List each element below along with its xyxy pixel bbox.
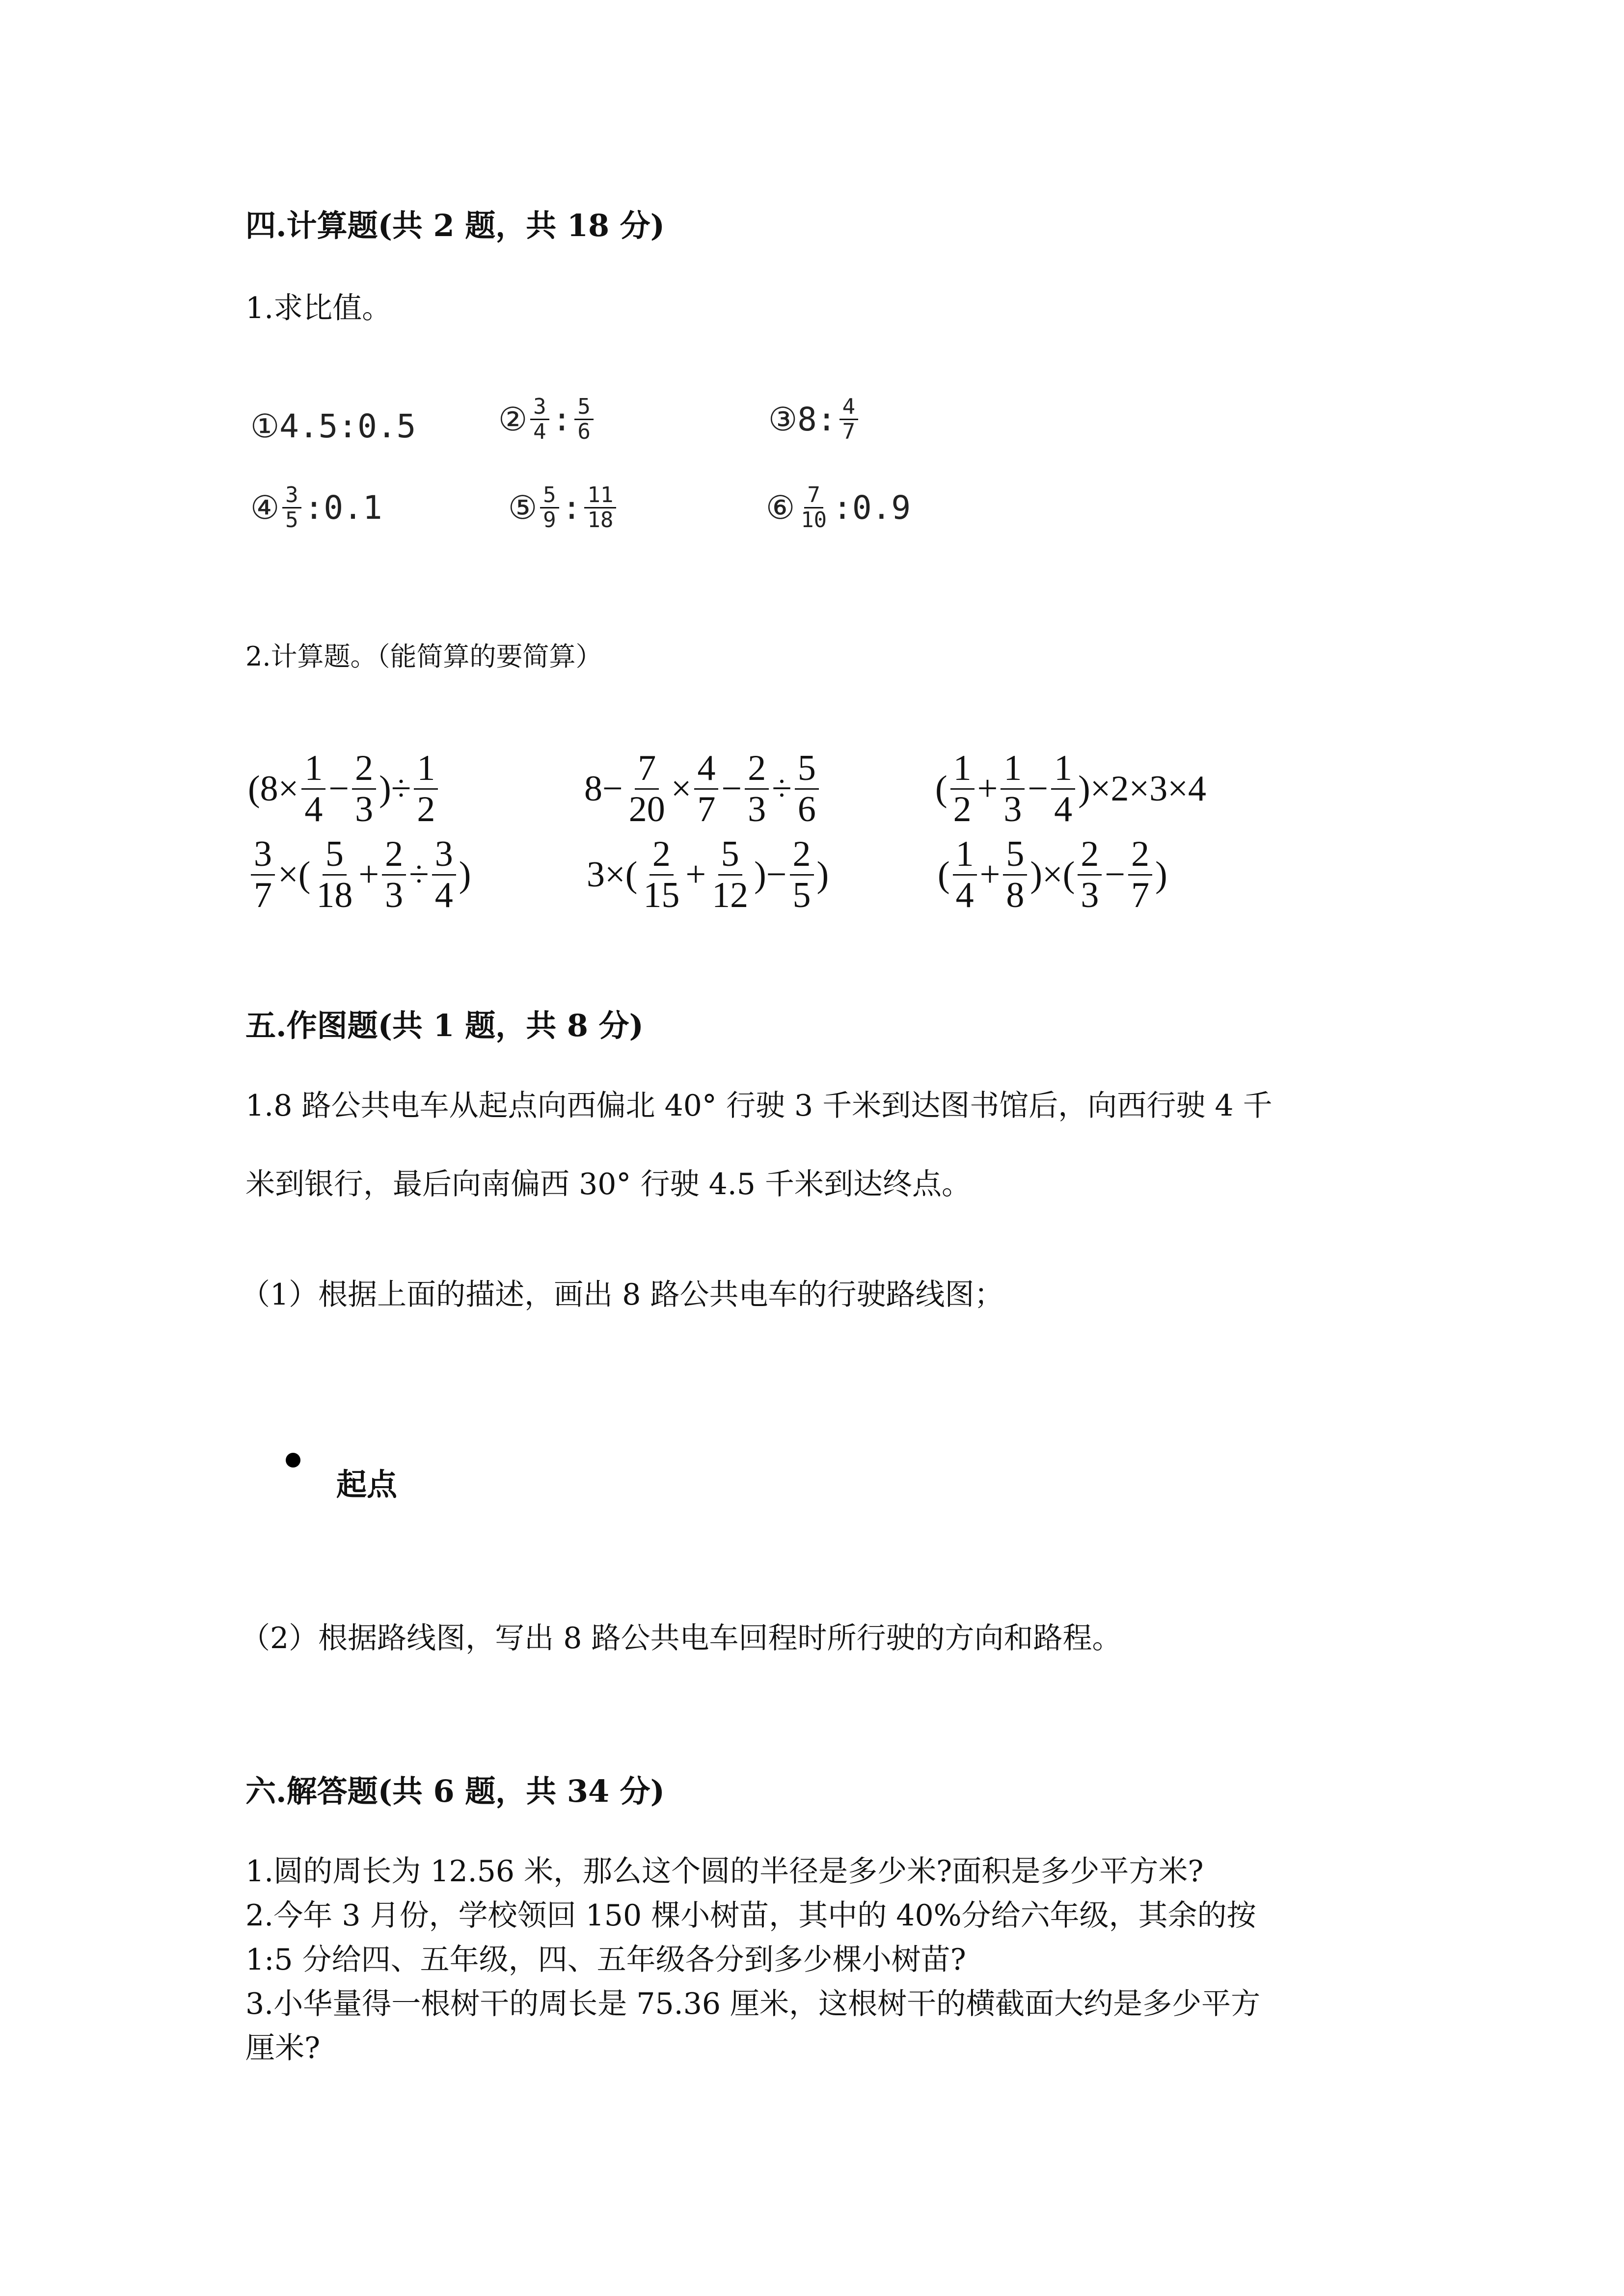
numerator: 3 xyxy=(282,483,301,508)
start-point-dot xyxy=(286,1453,300,1468)
question-2-label: 2.计算题。（能简算的要简算） xyxy=(245,641,602,672)
problem-line: 3.小华量得一根树干的周长是 75.36 厘米，这根树干的横截面大约是多少平方 xyxy=(245,1987,1261,2021)
problem-line: 2.今年 3 月份，学校领回 150 棵小树苗，其中的 40%分给六年级，其余的按 xyxy=(245,1898,1256,1933)
circled-number-6: ⑥ xyxy=(766,489,795,527)
ratio-item-3 xyxy=(768,395,861,444)
numerator: 3 xyxy=(530,395,549,420)
denominator: 10 xyxy=(801,507,827,533)
expression-6: ( $\frac{1}{4}$ + $\frac{5}{8}$ )×( $\frac{2}{3}$ − $\frac{2}{7}$ ) xyxy=(938,834,1167,916)
fraction xyxy=(584,483,616,533)
expression-3: ( $\frac{1}{2}$ + $\frac{1}{3}$ − $\frac{1}{4}$ )×2×3×4 xyxy=(935,748,1206,830)
fraction xyxy=(540,483,559,533)
ratio-colon: : xyxy=(552,400,572,439)
ratio-prefix: 8: xyxy=(797,400,837,439)
section-5-title: 五.作图题(共 1 题，共 8 分) xyxy=(245,1008,644,1043)
numerator: 5 xyxy=(540,483,559,508)
section-6-title: 六.解答题(共 6 题，共 34 分) xyxy=(245,1773,665,1809)
question-text-line-2: 米到银行，最后向南偏西 30° 行驶 4.5 千米到达终点。 xyxy=(245,1167,972,1201)
ratio-suffix: :0.1 xyxy=(304,489,382,527)
denominator: 18 xyxy=(587,507,614,533)
denominator: 5 xyxy=(285,507,298,533)
numerator: 5 xyxy=(574,395,594,420)
fraction xyxy=(530,395,549,444)
denominator: 4 xyxy=(533,419,546,445)
circled-number-2: ② xyxy=(498,400,528,439)
ratio-item-2 xyxy=(498,395,596,444)
numerator: 4 xyxy=(839,395,859,420)
numerator: 11 xyxy=(584,483,616,508)
sub-question-2: （2）根据路线图，写出 8 路公共电车回程时所行驶的方向和路程。 xyxy=(241,1621,1122,1655)
fraction xyxy=(282,483,301,533)
numerator: 7 xyxy=(804,483,823,508)
expression-2: 8− $\frac{7}{20}$ × $\frac{4}{7}$ − $\frac{2}{3}$ ÷ $\frac{5}{6}$ xyxy=(584,748,822,830)
denominator: 7 xyxy=(842,419,856,445)
ratio-colon: : xyxy=(562,489,582,527)
expression-5: 3×( $\frac{2}{15}$ + $\frac{5}{12}$ )− $\frac{2}{5}$ ) xyxy=(587,834,829,916)
ratio-item-5 xyxy=(508,483,619,533)
section-4-title: 四.计算题(共 2 题，共 18 分) xyxy=(245,208,665,243)
ratio-expression: 4.5:0.5 xyxy=(279,407,416,445)
fraction xyxy=(839,395,859,444)
denominator: 6 xyxy=(577,419,591,445)
problem-line: 厘米? xyxy=(245,2031,321,2065)
problem-line: 1.圆的周长为 12.56 米，那么这个圆的半径是多少米?面积是多少平方米? xyxy=(245,1854,1204,1889)
circled-number-4: ④ xyxy=(250,489,280,527)
denominator: 9 xyxy=(543,507,556,533)
fraction xyxy=(798,483,830,533)
ratio-item-1 xyxy=(250,407,416,445)
ratio-suffix: :0.9 xyxy=(833,489,911,527)
problem-line: 1:5 分给四、五年级，四、五年级各分到多少棵小树苗? xyxy=(245,1943,966,1977)
circled-number-5: ⑤ xyxy=(508,489,538,527)
circled-number-1: ① xyxy=(250,407,280,445)
expression-4: $\frac{3}{7}$ ×( $\frac{5}{18}$ + $\frac{2}{3}$ ÷ $\frac{3}{4}$ ) xyxy=(248,834,471,916)
sub-question-1: （1）根据上面的描述，画出 8 路公共电车的行驶路线图； xyxy=(241,1278,1004,1312)
expression-1: (8× $\frac{1}{4}$ − $\frac{2}{3}$ )÷ $\frac{1}{2}$ xyxy=(248,748,441,830)
question-text-line-1: 1.8 路公共电车从起点向西偏北 40° 行驶 3 千米到达图书馆后，向西行驶 4 千 xyxy=(245,1089,1272,1123)
fraction xyxy=(574,395,594,444)
circled-number-3: ③ xyxy=(768,400,798,439)
start-point-label: 起点 xyxy=(336,1467,398,1502)
ratio-item-4 xyxy=(250,483,382,533)
question-1-label: 1.求比值。 xyxy=(245,291,392,325)
ratio-item-6 xyxy=(766,483,911,533)
